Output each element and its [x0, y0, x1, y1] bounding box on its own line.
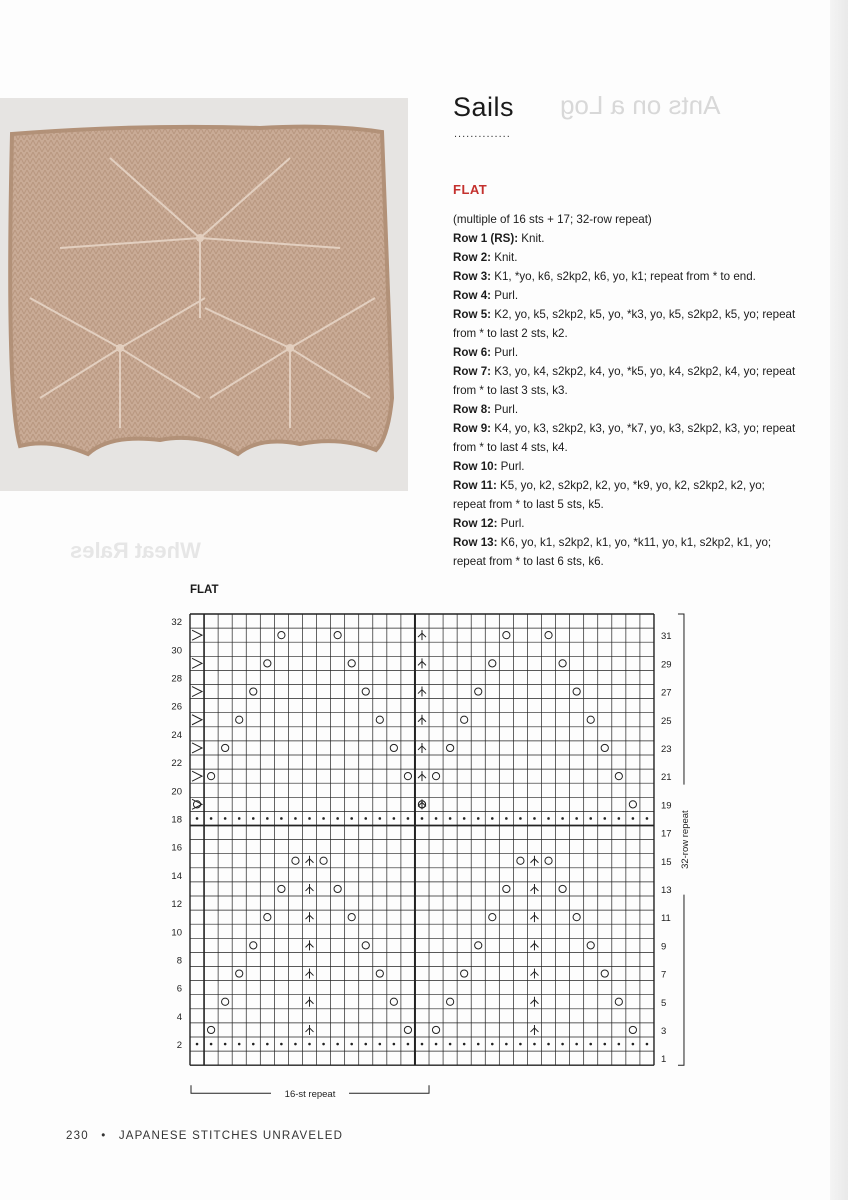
- row-number-right: 23: [660, 743, 672, 755]
- decrease-symbol: [192, 715, 202, 725]
- purl-symbol: [294, 1043, 297, 1046]
- purl-symbol: [519, 1043, 522, 1046]
- s2kp2-symbol: [306, 884, 314, 894]
- purl-symbol: [491, 817, 494, 820]
- stitch-repeat-bracket: [191, 1085, 271, 1093]
- yo-symbol: [404, 1026, 411, 1033]
- yo-symbol: [376, 970, 383, 977]
- purl-symbol: [603, 1043, 606, 1046]
- row-repeat-bracket: [678, 614, 684, 785]
- yo-symbol: [376, 716, 383, 723]
- yo-symbol: [489, 914, 496, 921]
- decrease-symbol: [192, 771, 202, 781]
- instruction-row: [453, 305, 798, 343]
- row-label: Row 2:: [453, 251, 492, 264]
- row-number-right: 9: [660, 941, 667, 953]
- s2kp2-symbol: [530, 1025, 538, 1035]
- row-label: Row 12:: [453, 517, 498, 530]
- decrease-symbol: [192, 658, 202, 668]
- purl-symbol: [294, 817, 297, 820]
- row-label: Row 10:: [453, 460, 498, 473]
- yo-symbol: [559, 660, 566, 667]
- row-number-left: 26: [171, 701, 182, 713]
- purl-symbol: [449, 817, 452, 820]
- purl-symbol: [350, 1043, 353, 1046]
- row-number-left: 28: [171, 673, 182, 685]
- instruction-row: [453, 419, 798, 457]
- row-label: Row 5:: [453, 308, 492, 321]
- purl-symbol: [196, 817, 199, 820]
- instruction-row: [453, 533, 798, 571]
- yo-symbol: [320, 857, 327, 864]
- s2kp2-symbol: [530, 884, 538, 894]
- yo-symbol: [475, 688, 482, 695]
- decrease-symbol: [192, 687, 202, 697]
- yo-symbol: [545, 857, 552, 864]
- yo-symbol: [615, 998, 622, 1005]
- row-number-right: 19: [660, 800, 672, 812]
- purl-symbol: [252, 817, 255, 820]
- purl-symbol: [547, 817, 550, 820]
- yo-symbol: [250, 688, 257, 695]
- yo-symbol: [432, 773, 439, 780]
- yo-symbol: [475, 942, 482, 949]
- row-label: Row 3:: [453, 270, 492, 283]
- purl-symbol: [519, 817, 522, 820]
- row-text: K5, yo, k2, s2kp2, k2, yo, *k9, yo, k2, s2kp2, k2, yo; repeat from * to last 5 sts, k5.: [453, 479, 765, 511]
- instruction-row: [453, 248, 798, 267]
- yo-symbol: [587, 942, 594, 949]
- s2kp2-symbol: [306, 997, 314, 1007]
- row-number-left: 32: [171, 617, 182, 629]
- yo-symbol: [390, 998, 397, 1005]
- purl-symbol: [322, 817, 325, 820]
- row-label: Row 9:: [453, 422, 492, 435]
- row-number-left: 16: [171, 842, 182, 854]
- purl-symbol: [350, 817, 353, 820]
- yo-symbol: [278, 632, 285, 639]
- s2kp2-symbol: [530, 997, 538, 1007]
- yo-symbol: [601, 744, 608, 751]
- purl-symbol: [224, 1043, 227, 1046]
- yo-symbol: [461, 970, 468, 977]
- purl-symbol: [632, 1043, 635, 1046]
- s2kp2-symbol: [418, 771, 426, 781]
- row-text: K1, *yo, k6, s2kp2, k6, yo, k1; repeat from * to end.: [491, 270, 756, 283]
- yo-symbol: [222, 744, 229, 751]
- purl-symbol: [421, 1043, 424, 1046]
- purl-symbol: [646, 1043, 649, 1046]
- purl-symbol: [393, 817, 396, 820]
- purl-symbol: [393, 1043, 396, 1046]
- purl-symbol: [589, 817, 592, 820]
- row-list: [453, 229, 798, 571]
- purl-symbol: [603, 817, 606, 820]
- yo-symbol: [236, 970, 243, 977]
- purl-symbol: [238, 1043, 241, 1046]
- yo-symbol: [587, 716, 594, 723]
- instruction-row: [453, 476, 798, 514]
- purl-symbol: [210, 1043, 213, 1046]
- stitch-repeat-label: 16-st repeat: [284, 1089, 336, 1101]
- row-number-right: 7: [660, 969, 667, 981]
- yo-symbol: [489, 660, 496, 667]
- purl-symbol: [210, 817, 213, 820]
- instruction-row: [453, 400, 798, 419]
- purl-symbol: [561, 817, 564, 820]
- page-number: 230: [66, 1130, 89, 1142]
- row-text: Knit.: [518, 232, 545, 245]
- purl-symbol: [575, 1043, 578, 1046]
- purl-symbol: [575, 817, 578, 820]
- purl-symbol: [646, 817, 649, 820]
- row-label: Row 8:: [453, 403, 492, 416]
- purl-symbol: [322, 1043, 325, 1046]
- row-label: Row 11:: [453, 479, 497, 492]
- yo-symbol: [503, 885, 510, 892]
- row-number-left: 10: [171, 927, 182, 939]
- purl-symbol: [421, 817, 424, 820]
- stitch-chart: [0, 600, 848, 1120]
- purl-symbol: [491, 1043, 494, 1046]
- yo-symbol: [292, 857, 299, 864]
- row-number-right: 1: [660, 1054, 667, 1066]
- purl-symbol: [547, 1043, 550, 1046]
- row-number-left: 30: [171, 645, 182, 657]
- row-text: K2, yo, k5, s2kp2, k5, yo, *k3, yo, k5, s2kp2, k5, yo; repeat from * to last 2 sts, k2.: [453, 308, 796, 340]
- swatch-photo: [0, 98, 408, 491]
- s2kp2-symbol: [530, 912, 538, 922]
- row-repeat-bracket: [678, 895, 684, 1066]
- purl-symbol: [632, 817, 635, 820]
- yo-symbol: [250, 942, 257, 949]
- purl-symbol: [477, 1043, 480, 1046]
- s2kp2-symbol: [418, 799, 426, 809]
- instruction-row: [453, 343, 798, 362]
- row-number-right: 3: [660, 1025, 667, 1037]
- s2kp2-symbol: [418, 687, 426, 697]
- s2kp2-symbol: [306, 1025, 314, 1035]
- s2kp2-symbol: [418, 715, 426, 725]
- purl-symbol: [449, 1043, 452, 1046]
- stitch-title: Sails: [453, 92, 515, 122]
- s2kp2-symbol: [306, 969, 314, 979]
- purl-symbol: [308, 1043, 311, 1046]
- row-label: Row 4:: [453, 289, 492, 302]
- yo-symbol: [390, 744, 397, 751]
- purl-symbol: [618, 1043, 621, 1046]
- book-title: JAPANESE STITCHES UNRAVELED: [118, 1130, 344, 1142]
- yo-symbol: [573, 688, 580, 695]
- yo-symbol: [236, 716, 243, 723]
- row-number-right: 17: [660, 828, 672, 840]
- row-text: Purl.: [491, 346, 519, 359]
- decrease-symbol: [192, 743, 202, 753]
- purl-symbol: [266, 817, 269, 820]
- row-number-left: 4: [176, 1011, 182, 1023]
- purl-symbol: [379, 817, 382, 820]
- purl-symbol: [266, 1043, 269, 1046]
- purl-symbol: [505, 1043, 508, 1046]
- yo-symbol: [348, 914, 355, 921]
- purl-symbol: [364, 817, 367, 820]
- yo-symbol: [222, 998, 229, 1005]
- yo-symbol: [362, 688, 369, 695]
- purl-symbol: [308, 817, 311, 820]
- method-heading: FLAT: [453, 182, 488, 197]
- yo-symbol: [503, 632, 510, 639]
- yo-symbol: [207, 773, 214, 780]
- decrease-symbol: [192, 630, 202, 640]
- multiple-text: (multiple of 16 sts + 17; 32-row repeat): [453, 213, 652, 226]
- row-number-left: 24: [171, 729, 182, 741]
- instruction-row: [453, 286, 798, 305]
- yo-symbol: [334, 632, 341, 639]
- instruction-row: [453, 229, 798, 248]
- row-number-right: 15: [660, 856, 672, 868]
- purl-symbol: [224, 817, 227, 820]
- s2kp2-symbol: [418, 658, 426, 668]
- row-label: Row 13:: [453, 536, 498, 549]
- purl-symbol: [463, 1043, 466, 1046]
- row-number-right: 13: [660, 884, 672, 896]
- yo-symbol: [629, 801, 636, 808]
- yo-symbol: [517, 857, 524, 864]
- purl-symbol: [336, 817, 339, 820]
- s2kp2-symbol: [418, 630, 426, 640]
- footer-separator: •: [101, 1130, 107, 1142]
- yo-symbol: [447, 998, 454, 1005]
- yo-symbol: [362, 942, 369, 949]
- purl-symbol: [407, 817, 410, 820]
- row-label: Row 7:: [453, 365, 492, 378]
- row-number-right: 29: [660, 659, 672, 671]
- yo-symbol: [348, 660, 355, 667]
- yo-symbol: [404, 773, 411, 780]
- purl-symbol: [238, 817, 241, 820]
- ghost-title: Ants on a Log: [560, 90, 721, 120]
- yo-symbol: [601, 970, 608, 977]
- purl-symbol: [435, 817, 438, 820]
- instruction-row: [453, 267, 798, 286]
- row-number-right: 31: [660, 631, 672, 643]
- s2kp2-symbol: [530, 969, 538, 979]
- row-text: Purl.: [497, 517, 525, 530]
- purl-symbol: [477, 817, 480, 820]
- purl-symbol: [407, 1043, 410, 1046]
- purl-symbol: [435, 1043, 438, 1046]
- row-number-right: 11: [660, 913, 671, 925]
- yo-symbol: [559, 885, 566, 892]
- yo-symbol: [545, 632, 552, 639]
- row-text: Knit.: [491, 251, 518, 264]
- purl-symbol: [618, 817, 621, 820]
- s2kp2-symbol: [306, 912, 314, 922]
- purl-symbol: [589, 1043, 592, 1046]
- yo-symbol: [629, 1026, 636, 1033]
- yo-symbol: [432, 1026, 439, 1033]
- instruction-row: [453, 514, 798, 533]
- yo-symbol: [264, 660, 271, 667]
- instruction-row: [453, 362, 798, 400]
- purl-symbol: [463, 817, 466, 820]
- yo-symbol: [461, 716, 468, 723]
- row-number-right: 25: [660, 715, 672, 727]
- row-number-left: 6: [176, 983, 182, 995]
- row-text: K6, yo, k1, s2kp2, k1, yo, *k11, yo, k1, s2kp2, k1, yo; repeat from * to last 6 sts, k6.: [453, 536, 772, 568]
- purl-symbol: [533, 1043, 536, 1046]
- page-footer: [66, 1130, 343, 1142]
- s2kp2-symbol: [530, 940, 538, 950]
- instruction-row: [453, 457, 798, 476]
- purl-symbol: [379, 1043, 382, 1046]
- row-text: K4, yo, k3, s2kp2, k3, yo, *k7, yo, k3, s2kp2, k3, yo; repeat from * to last 4 sts, k4.: [453, 422, 796, 454]
- s2kp2-symbol: [530, 856, 538, 866]
- stitch-repeat-bracket: [349, 1085, 429, 1093]
- row-number-left: 22: [171, 758, 182, 770]
- purl-symbol: [280, 817, 283, 820]
- chart-label: FLAT: [190, 584, 219, 596]
- row-number-right: 21: [660, 772, 672, 784]
- s2kp2-symbol: [306, 856, 314, 866]
- row-number-left: 8: [176, 955, 182, 967]
- row-number-right: 5: [660, 997, 667, 1009]
- row-number-left: 14: [171, 870, 182, 882]
- row-text: Purl.: [491, 403, 519, 416]
- purl-symbol: [280, 1043, 283, 1046]
- row-number-left: 20: [171, 786, 182, 798]
- yo-symbol: [615, 773, 622, 780]
- purl-symbol: [196, 1043, 199, 1046]
- row-number-left: 12: [171, 899, 182, 911]
- row-text: Purl.: [491, 289, 519, 302]
- yo-symbol: [447, 744, 454, 751]
- row-text: Purl.: [497, 460, 525, 473]
- purl-symbol: [561, 1043, 564, 1046]
- yo-symbol: [334, 885, 341, 892]
- s2kp2-symbol: [418, 743, 426, 753]
- row-number-left: 2: [176, 1040, 182, 1052]
- yo-symbol: [573, 914, 580, 921]
- purl-symbol: [533, 817, 536, 820]
- row-text: K3, yo, k4, s2kp2, k4, yo, *k5, yo, k4, s2kp2, k4, yo; repeat from * to last 3 sts, k3.: [453, 365, 796, 397]
- yo-symbol: [207, 1026, 214, 1033]
- instructions: [453, 210, 798, 571]
- purl-symbol: [364, 1043, 367, 1046]
- purl-symbol: [336, 1043, 339, 1046]
- purl-symbol: [505, 817, 508, 820]
- yo-symbol: [264, 914, 271, 921]
- row-label: Row 1 (RS):: [453, 232, 519, 245]
- title-underline: ..............: [454, 128, 511, 140]
- row-number-left: 18: [171, 814, 182, 826]
- s2kp2-symbol: [306, 940, 314, 950]
- purl-symbol: [252, 1043, 255, 1046]
- ghost-section: Wheat Rales: [70, 538, 201, 563]
- row-repeat-label: 32-row repeat: [679, 810, 691, 869]
- yo-symbol: [278, 885, 285, 892]
- row-number-right: 27: [660, 687, 672, 699]
- row-label: Row 6:: [453, 346, 492, 359]
